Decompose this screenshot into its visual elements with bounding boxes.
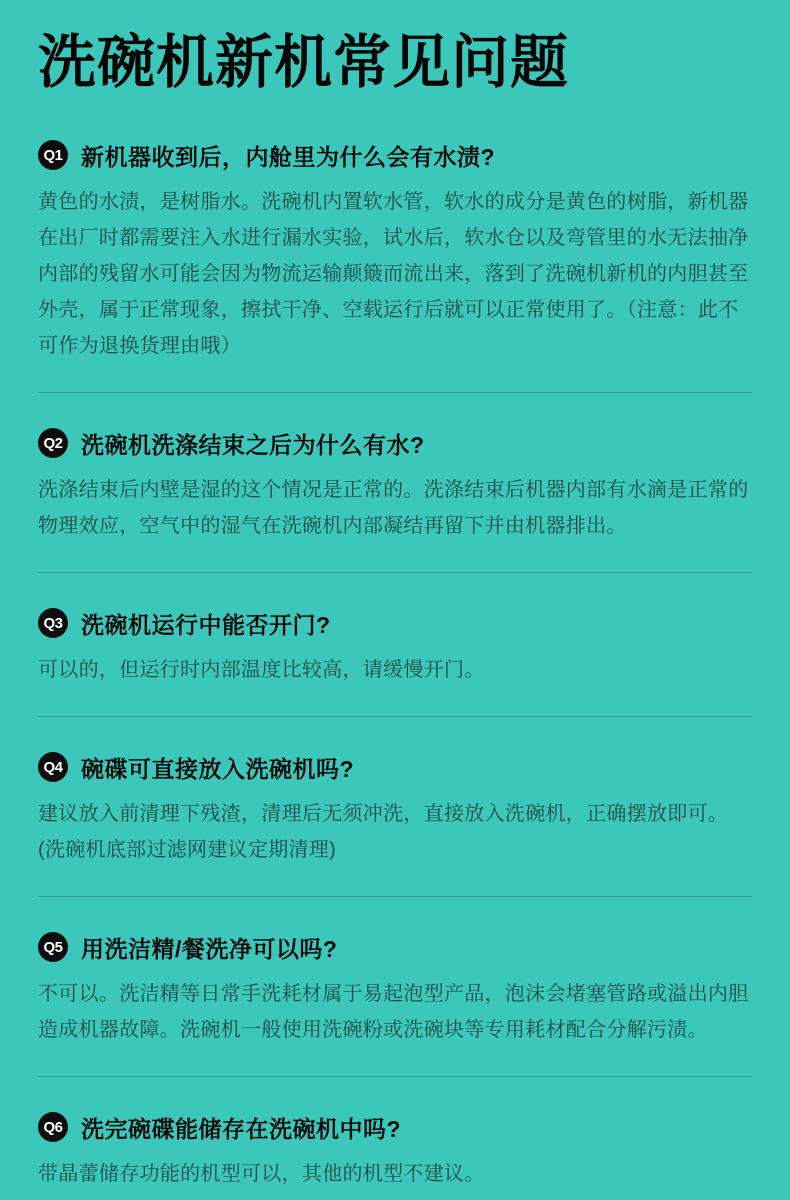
q5-badge: Q5 [38,932,68,962]
q2-badge: Q2 [38,428,68,458]
question-text: 洗完碗碟能储存在洗碗机中吗? [81,1115,402,1142]
question-heading [38,1111,752,1144]
answer-text: 可以的，但运行时内部温度比较高，请缓慢开门。 [38,658,485,681]
question-heading [38,139,752,172]
section-divider [38,896,752,897]
answer-text: 不可以。洗洁精等日常手洗耗材属于易起泡型产品，泡沫会堵塞管路或溢出内胆造成机器故障。洗碗机一般使用洗碗粉或洗碗块等专用耗材配合分解污渍。 [38,982,749,1041]
faq-section-q6 [38,1111,752,1192]
question-text: 碗碟可直接放入洗碗机吗? [81,755,355,782]
answer-text: 黄色的水渍，是树脂水。洗碗机内置软水管，软水的成分是黄色的树脂，新机器在出厂时都需要注入水进行漏水实验，试水后，软水仓以及弯管里的水无法抽净内部的残留水可能会因为物流运输颠簸而流出来，落到了洗碗机新机的内胆甚至外壳，属于正常现象，擦拭干净、空载运行后就可以正常使用了。（注意：此不可作为退换货理由哦） [38,190,749,357]
section-divider [38,572,752,573]
question-text: 洗碗机洗涤结束之后为什么有水? [81,431,425,458]
question-text: 新机器收到后，内舱里为什么会有水渍? [81,143,496,170]
q1-badge: Q1 [38,140,68,170]
answer-text: 建议放入前清理下残渣，清理后无须冲洗，直接放入洗碗机，正确摆放即可。(洗碗机底部过滤网建议定期清理) [38,802,729,861]
faq-section-q2 [38,427,752,544]
q4-badge: Q4 [38,752,68,782]
question-heading [38,931,752,964]
question-text: 用洗洁精/餐洗净可以吗? [81,935,338,962]
page-title: 洗碗机新机常见问题 [38,30,570,95]
answer-text: 带晶蕾储存功能的机型可以，其他的机型不建议。 [38,1162,485,1185]
section-divider [38,716,752,717]
q6-badge: Q6 [38,1112,68,1142]
faq-section-q1 [38,139,752,364]
q3-badge: Q3 [38,608,68,638]
faq-section-q3 [38,607,752,688]
faq-section-q4 [38,751,752,868]
faq-section-q5 [38,931,752,1048]
section-divider [38,392,752,393]
section-divider [38,1076,752,1077]
answer-text: 洗涤结束后内壁是湿的这个情况是正常的。洗涤结束后机器内部有水滴是正常的物理效应，空气中的湿气在洗碗机内部凝结再留下并由机器排出。 [38,478,749,537]
question-heading [38,751,752,784]
question-text: 洗碗机运行中能否开门? [81,611,331,638]
question-heading [38,607,752,640]
question-heading [38,427,752,460]
